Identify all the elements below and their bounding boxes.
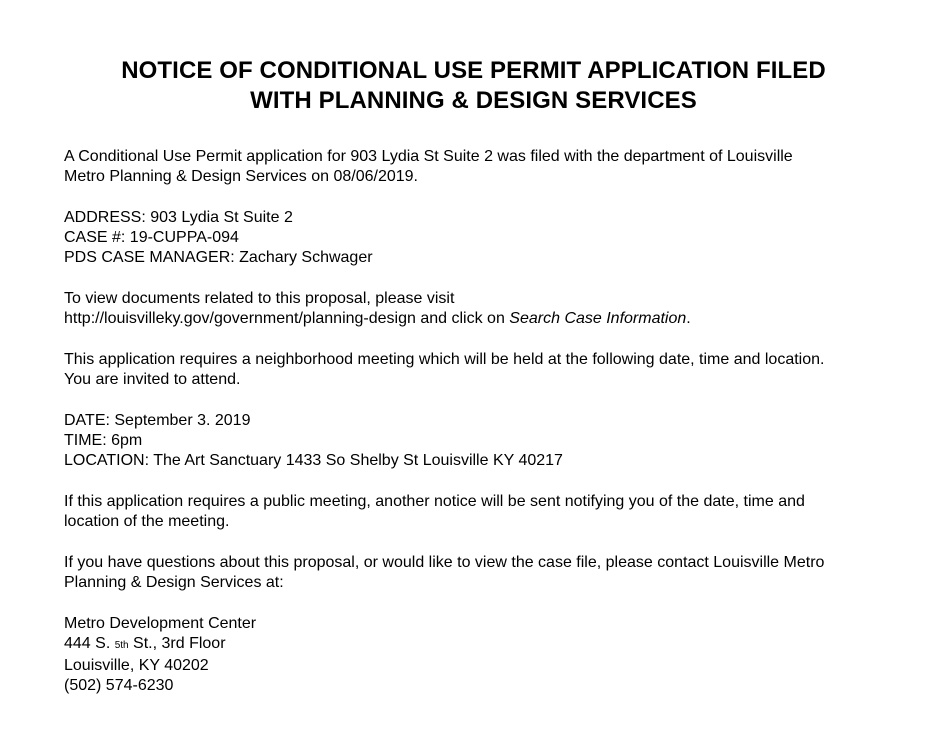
intro-line-2: Metro Planning & Design Services on 08/06/2019. [64,168,418,185]
intro-line-1: A Conditional Use Permit application for 903 Lydia St Suite 2 was filed with the department of Louisville [64,148,793,165]
notice-title-line-2: WITH PLANNING & DESIGN SERVICES [250,87,697,114]
questions-line-1: If you have questions about this proposal, or would like to view the case file, please contact Louisville Metro [64,554,825,571]
public-meeting-line-1: If this application requires a public meeting, another notice will be sent notifying you of the date, time and [64,493,805,510]
meeting-date-line: DATE: September 3. 2019 [64,412,251,429]
contact-street-suffix: St., 3rd Floor [128,635,226,652]
contact-street-line [64,634,924,656]
meeting-intro-line-1: This application requires a neighborhood meeting which will be held at the following date, time and location. [64,351,825,368]
notice-title [0,56,947,116]
documents-url-text: http://louisvilleky.gov/government/planning-design and click on [64,310,510,327]
public-meeting-line-2: location of the meeting. [64,513,230,530]
contact-street-ordinal: 5th [114,640,129,651]
documents-line-2-suffix: . [686,310,691,327]
search-case-information-text: Search Case Information [509,310,687,327]
contact-phone-line: (502) 574-6230 [64,677,174,694]
notice-title-line-1: NOTICE OF CONDITIONAL USE PERMIT APPLICATION FILED [121,57,826,84]
documents-line-1: To view documents related to this proposal, please visit [64,290,455,307]
contact-block [64,614,924,696]
contact-name-line: Metro Development Center [64,615,257,632]
address-line: ADDRESS: 903 Lydia St Suite 2 [64,209,293,226]
meeting-location-line: LOCATION: The Art Sanctuary 1433 So Shelby St Louisville KY 40217 [64,452,563,469]
notice-body [64,147,924,717]
public-meeting-paragraph [64,492,924,532]
questions-paragraph [64,553,924,593]
contact-city-line: Louisville, KY 40202 [64,657,209,674]
documents-paragraph [64,289,924,329]
intro-paragraph [64,147,924,187]
case-info-block [64,208,924,268]
questions-line-2: Planning & Design Services at: [64,574,284,591]
documents-line-2 [64,309,924,329]
meeting-intro-paragraph [64,350,924,390]
meeting-time-line: TIME: 6pm [64,432,143,449]
case-manager-line: PDS CASE MANAGER: Zachary Schwager [64,249,373,266]
meeting-intro-line-2: You are invited to attend. [64,371,241,388]
case-number-line: CASE #: 19-CUPPA-094 [64,229,239,246]
meeting-details-block [64,411,924,471]
contact-street-prefix: 444 S. [64,635,115,652]
